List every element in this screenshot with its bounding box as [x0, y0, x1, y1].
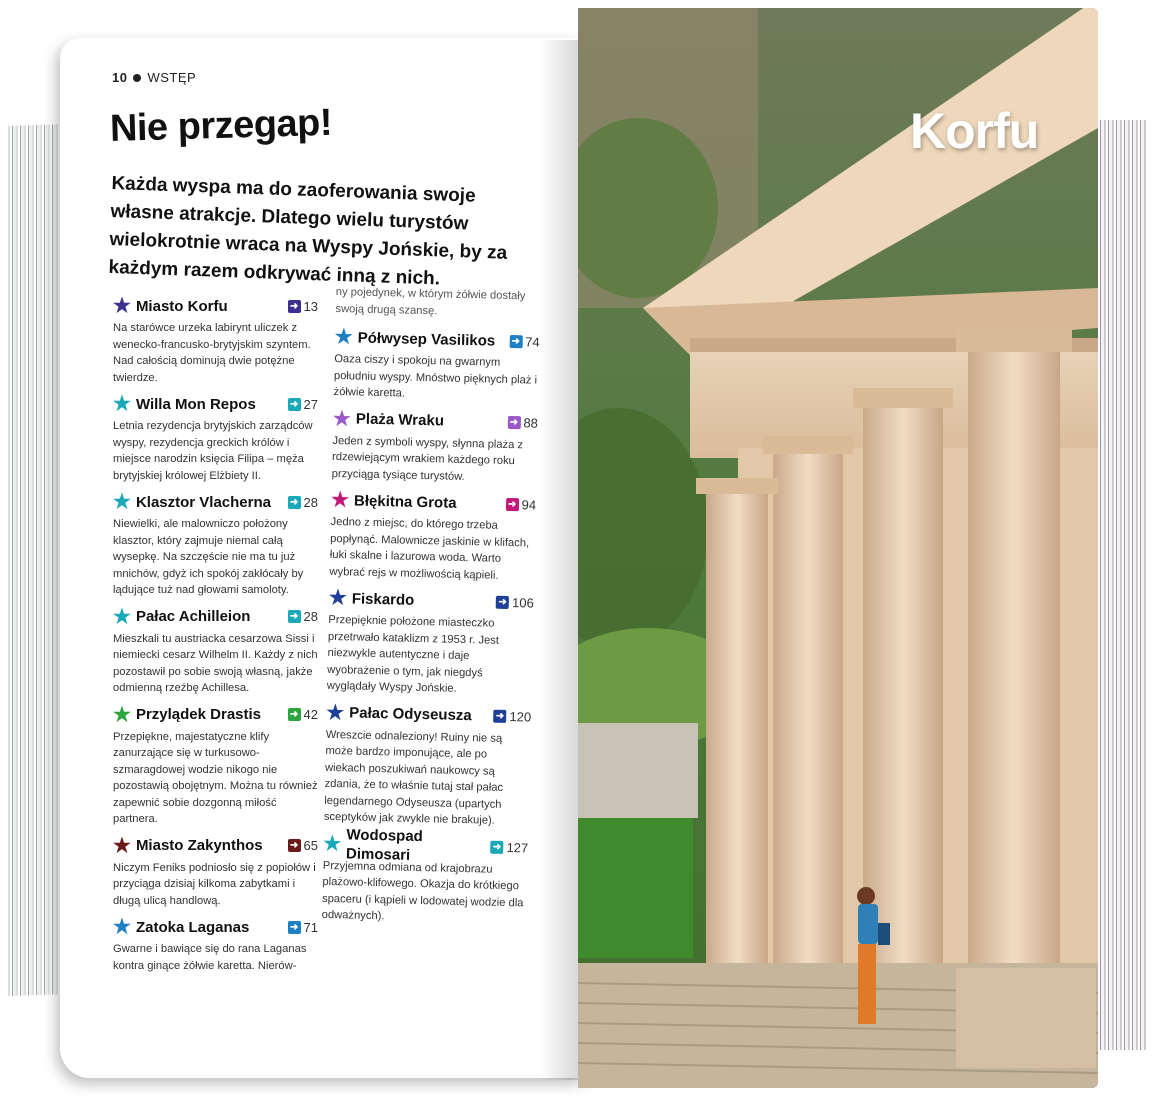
page-title: Nie przegap!: [109, 101, 333, 150]
highlight-item: [113, 607, 318, 697]
highlight-heading: [331, 490, 536, 515]
highlight-name: Pałac Odyseusza: [349, 704, 472, 725]
page-reference: [288, 920, 318, 935]
highlight-heading: [113, 917, 318, 937]
temple-illustration: [578, 8, 1098, 1088]
page-reference-number: 127: [506, 840, 529, 856]
highlights-list-right: [321, 327, 539, 928]
page-reference-number: 28: [303, 494, 318, 510]
arrow-right-icon: ➜: [288, 921, 301, 934]
highlight-item: [113, 492, 318, 599]
page-reference-number: 71: [303, 919, 318, 935]
highlights-column-right: [321, 284, 541, 936]
highlight-item: [329, 490, 536, 585]
arrow-right-icon: ➜: [507, 416, 520, 429]
page-reference: [493, 709, 531, 725]
highlight-name: Pałac Achilleion: [135, 608, 251, 625]
highlight-name: Wodospad Dimosari: [345, 825, 424, 864]
star-icon: ★: [323, 832, 342, 855]
highlight-description: Letnia rezydencja brytyjskich zarządców wyspy, rezydencja greckich królów i miejsce narodzin księcia Filipa – męża brytyjskiej królowej Elżbiety II.: [113, 420, 313, 482]
highlight-item: [333, 327, 540, 405]
temple-photo: [578, 8, 1098, 1088]
highlight-name: Plaża Wraku: [355, 410, 445, 430]
bullet-dot: [133, 74, 141, 82]
highlight-description: Na starówce urzeka labirynt uliczek z wenecko-francusko-brytyjskim szyntem. Nad całością dominują dwie potężne twierdze.: [113, 322, 311, 384]
page-reference-number: 13: [303, 298, 318, 314]
highlight-description: Mieszkali tu austriacka cesarzowa Sissi i niemiecki cesarz Wilhelm II. Każdy z nich pozostawił po sobie swoją własną, jakże odmienną rzeźbę Achillesa.: [113, 632, 318, 694]
page-number: 10: [112, 70, 128, 85]
highlight-heading: [329, 588, 534, 613]
highlight-heading: [113, 607, 318, 627]
highlight-heading: [113, 705, 318, 725]
highlight-heading: [113, 836, 318, 856]
page-reference: [288, 609, 318, 624]
highlight-heading: [113, 296, 318, 316]
page-reference: [496, 594, 534, 610]
highlight-item: [113, 836, 318, 910]
section-label: WSTĘP: [147, 70, 197, 85]
page-reference: [288, 838, 318, 853]
page-reference: [288, 299, 318, 314]
highlight-description: Przepiękne, majestatyczne klify zanurzające się w turkusowo-szmaragdowej wodzie nikogo nie pozostawią obojętnym. Można tu również zapewnić sobie dozgonną miłość partnera.: [113, 730, 318, 825]
page-reference: [288, 707, 318, 722]
highlight-item: [113, 705, 318, 828]
star-icon: ★: [113, 605, 131, 628]
highlight-item: [113, 917, 318, 974]
highlight-name: Klasztor Vlacherna: [135, 493, 271, 511]
intro-paragraph: Każda wyspa ma do zaoferowania swoje własne atrakcje. Dlatego wielu turystów wielokrotnie wraca na Wyspy Jońskie, by za każdym razem odkrywać inną z nich.: [108, 172, 508, 290]
arrow-right-icon: ➜: [288, 398, 301, 411]
highlight-description: Gwarne i bawiące się do rana Laganas kontra ginące żółwie karetta. Nierów-: [113, 943, 307, 972]
highlight-description: Oaza ciszy i spokoju na gwarnym południu wyspy. Mnóstwo pięknych plaż i żółwie karetta.: [333, 352, 538, 400]
highlight-description: Niczym Feniks podniosło się z popiołów i przyciąga dzisiaj kilkoma zabytkami i długą ulicą handlową.: [113, 861, 316, 907]
highlight-description: Jeden z symboli wyspy, słynna plaża z rdzewiejącym wrakiem każdego roku przyciąga tysiące turystów.: [331, 434, 524, 483]
highlight-name: Miasto Korfu: [135, 297, 228, 315]
page-reference-number: 65: [303, 838, 318, 853]
star-icon: ★: [328, 586, 348, 610]
page-reference-number: 106: [511, 594, 534, 611]
arrow-right-icon: ➜: [496, 595, 509, 608]
arrow-right-icon: ➜: [490, 841, 503, 854]
page-reference: [509, 333, 540, 349]
highlight-heading: [113, 394, 318, 414]
highlight-item: [321, 825, 529, 928]
page-reference-number: 120: [509, 709, 532, 725]
continued-text: ny pojedynek, w którym żółwie dostały swoją drugą szansę.: [335, 285, 526, 317]
star-icon: ★: [326, 701, 345, 724]
highlight-heading: [323, 825, 529, 864]
star-icon: ★: [330, 488, 350, 512]
highlight-description: Niewielki, ale malowniczo położony klasztor, który zajmuje niemal całą wysepkę. Na szczęście nie ma tu już mnichów, gdyż ich spokój zakłócały by lądujące tuż nad głowami samoloty.: [113, 518, 304, 596]
arrow-right-icon: ➜: [288, 708, 301, 721]
arrow-right-icon: ➜: [288, 839, 301, 852]
page-reference-number: 27: [303, 396, 318, 412]
highlight-name: Miasto Zakynthos: [135, 837, 263, 854]
highlight-description: Wreszcie odnaleziony! Ruiny nie są może bardzo imponujące, ale po wiekach poszukiwań naukowcy są zdania, że to właśnie tutaj stał pałac legendarnego Odyseusza (upartych sceptyków jak zwykle nie brakuje).: [323, 728, 504, 827]
page-reference: [490, 840, 528, 856]
star-icon: ★: [334, 325, 353, 349]
highlight-name: Półwysep Vasilikos: [357, 329, 496, 350]
star-icon: ★: [113, 393, 131, 415]
highlight-heading: [333, 408, 538, 433]
page-header: [112, 70, 196, 85]
star-icon: ★: [113, 834, 131, 857]
highlight-heading: [326, 702, 531, 727]
arrow-right-icon: ➜: [493, 710, 506, 723]
highlights-column-left: [113, 296, 318, 982]
page-reference-number: 74: [525, 333, 540, 350]
highlight-heading: [113, 492, 318, 512]
star-icon: ★: [113, 295, 131, 317]
highlight-name: Willa Mon Repos: [135, 395, 256, 413]
star-icon: ★: [332, 407, 352, 430]
highlight-item: [324, 702, 532, 830]
page-reference: [288, 495, 318, 510]
arrow-right-icon: ➜: [288, 610, 301, 623]
highlight-item: [332, 408, 539, 486]
star-icon: ★: [113, 916, 131, 938]
arrow-right-icon: ➜: [509, 334, 522, 347]
arrow-right-icon: ➜: [505, 497, 518, 510]
highlight-item: [113, 394, 318, 484]
page-reference-number: 42: [303, 707, 318, 722]
highlight-name: Przylądek Drastis: [135, 706, 262, 723]
highlight-name: Błękitna Grota: [353, 491, 457, 512]
page-reference-number: 88: [523, 415, 539, 431]
page-reference-number: 94: [521, 496, 537, 513]
highlight-heading: [335, 327, 540, 352]
highlight-description: Przepięknie położone miasteczko przetrwało kataklizm z 1953 r. Jest niezwykle autentyczne i daje wyobrażenie o tym, jak niegdyś wyglądały Wyspy Jońskie.: [326, 613, 500, 695]
star-icon: ★: [113, 491, 131, 513]
page-reference: [288, 397, 318, 412]
photo-title: Korfu: [910, 103, 1039, 159]
highlight-name: Fiskardo: [351, 589, 415, 609]
highlight-description: Jedno z miejsc, do którego trzeba popłynąć. Malownicze jaskinie w klifach, łuki skalne i lazurowa woda. Warto wybrać rejs w możliwością kąpieli.: [329, 515, 530, 582]
left-page-edges: [8, 124, 68, 996]
page-reference-number: 28: [303, 609, 318, 624]
arrow-right-icon: ➜: [288, 300, 301, 313]
page-reference: [507, 415, 538, 431]
highlight-item: [113, 296, 318, 386]
right-page-edges: [1096, 120, 1146, 1050]
highlight-name: Zatoka Laganas: [135, 918, 250, 936]
page-reference: [505, 496, 536, 512]
star-icon: ★: [113, 703, 131, 726]
arrow-right-icon: ➜: [288, 496, 301, 509]
highlight-item: [327, 588, 534, 699]
highlight-description: Przyjemna odmiana od krajobrazu plażowo-klifowego. Okazja do krótkiego spaceru (i kąpieli w lodowatej wodzie dla odważnych).: [321, 859, 524, 923]
